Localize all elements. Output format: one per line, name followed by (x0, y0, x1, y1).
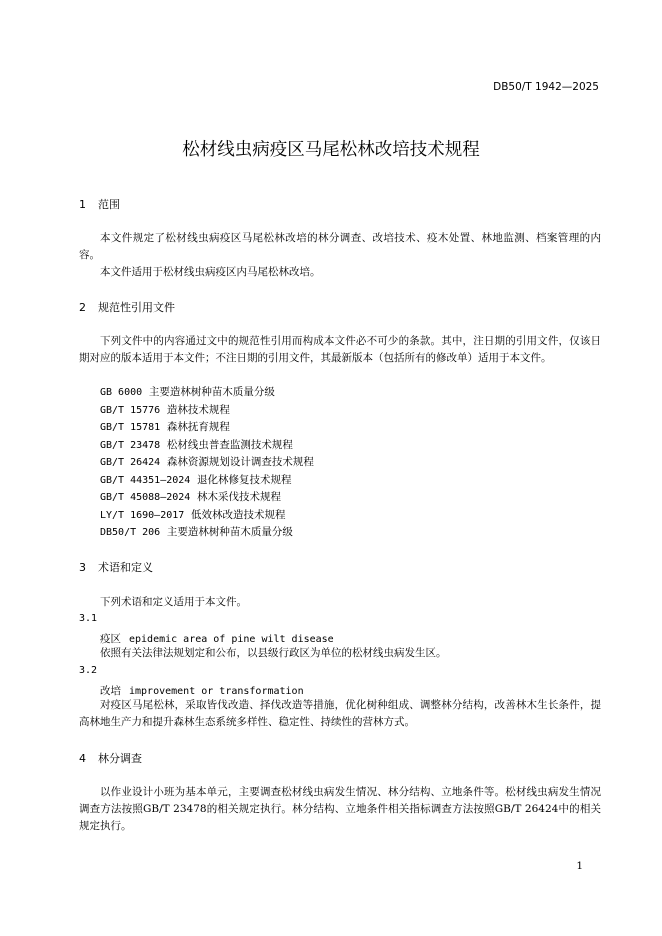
reference-item: GB/T 15776 造林技术规程 (100, 403, 230, 416)
section-number: 1 (79, 198, 86, 211)
section-2-heading (79, 299, 175, 315)
scope-paragraph-2: 本文件适用于松材线虫病疫区内马尾松林改培。 (100, 266, 321, 278)
reference-item: LY/T 1690—2017 低效林改造技术规程 (100, 508, 286, 521)
term-en: epidemic area of pine wilt disease (129, 634, 334, 645)
term-zh: 改培 (100, 685, 121, 697)
section-number: 2 (79, 301, 86, 314)
section-4-heading (79, 750, 142, 766)
reference-list (100, 384, 314, 542)
term-zh: 疫区 (100, 633, 121, 645)
term-en: improvement or transformation (129, 686, 304, 697)
term-definition: 依照有关法律法规划定和公布，以县级行政区为单位的松材线虫病发生区。 (100, 647, 447, 659)
page-number: 1 (576, 860, 583, 872)
section-3-heading (79, 559, 153, 575)
section-number: 3 (79, 561, 86, 574)
reference-item: GB/T 23478 松材线虫普查监测技术规程 (100, 438, 293, 451)
document-title: 松材线虫病疫区马尾松林改培技术规程 (182, 140, 480, 160)
section-title: 规范性引用文件 (98, 301, 175, 314)
term-number: 3.2 (79, 665, 98, 676)
reference-item: DB50/T 206 主要造林树种苗木质量分级 (100, 526, 293, 538)
reference-item: GB 6000 主要造林树种苗木质量分级 (100, 386, 275, 398)
section-title: 范围 (98, 198, 120, 211)
reference-item: GB/T 45088—2024 林木采伐技术规程 (100, 491, 281, 503)
standard-code: DB50/T 1942—2025 (493, 81, 599, 93)
reference-item: GB/T 26424 森林资源规划设计调查技术规程 (100, 456, 314, 468)
section-1-heading (79, 196, 120, 212)
section-title: 术语和定义 (98, 561, 153, 574)
references-intro: 下列文件中的内容通过文中的规范性引用而构成本文件必不可少的条款。其中，注日期的引用文件，仅该日期对应的版本适用于本文件；不注日期的引用文件，其最新版本（包括所有的修改单）适用于本文件。 (79, 335, 601, 364)
reference-item: GB/T 44351—2024 退化林修复技术规程 (100, 473, 292, 486)
term-definition: 对疫区马尾松林，采取皆伐改造、择伐改造等措施，优化树种组成、调整林分结构，改善林木生长条件，提高林地生产力和提升森林生态系统多样性、稳定性、持续性的营林方式。 (79, 699, 601, 728)
stand-survey-paragraph: 以作业设计小班为基本单元，主要调查松材线虫病发生情况、林分结构、立地条件等。松材线虫病发生情况调查方法按照GB/T 23478的相关规定执行。林分结构、立地条件相关指标调查方法按照GB/T 26424中的相关规定执行。 (79, 786, 601, 832)
term-number: 3.1 (79, 613, 98, 624)
section-title: 林分调查 (98, 752, 142, 765)
terms-intro: 下列术语和定义适用于本文件。 (100, 596, 247, 608)
section-number: 4 (79, 752, 86, 765)
reference-item: GB/T 15781 森林抚育规程 (100, 421, 230, 433)
scope-paragraph-1: 本文件规定了松材线虫病疫区马尾松林改培的林分调查、改培技术、疫木处置、林地监测、档案管理的内容。 (79, 232, 601, 261)
